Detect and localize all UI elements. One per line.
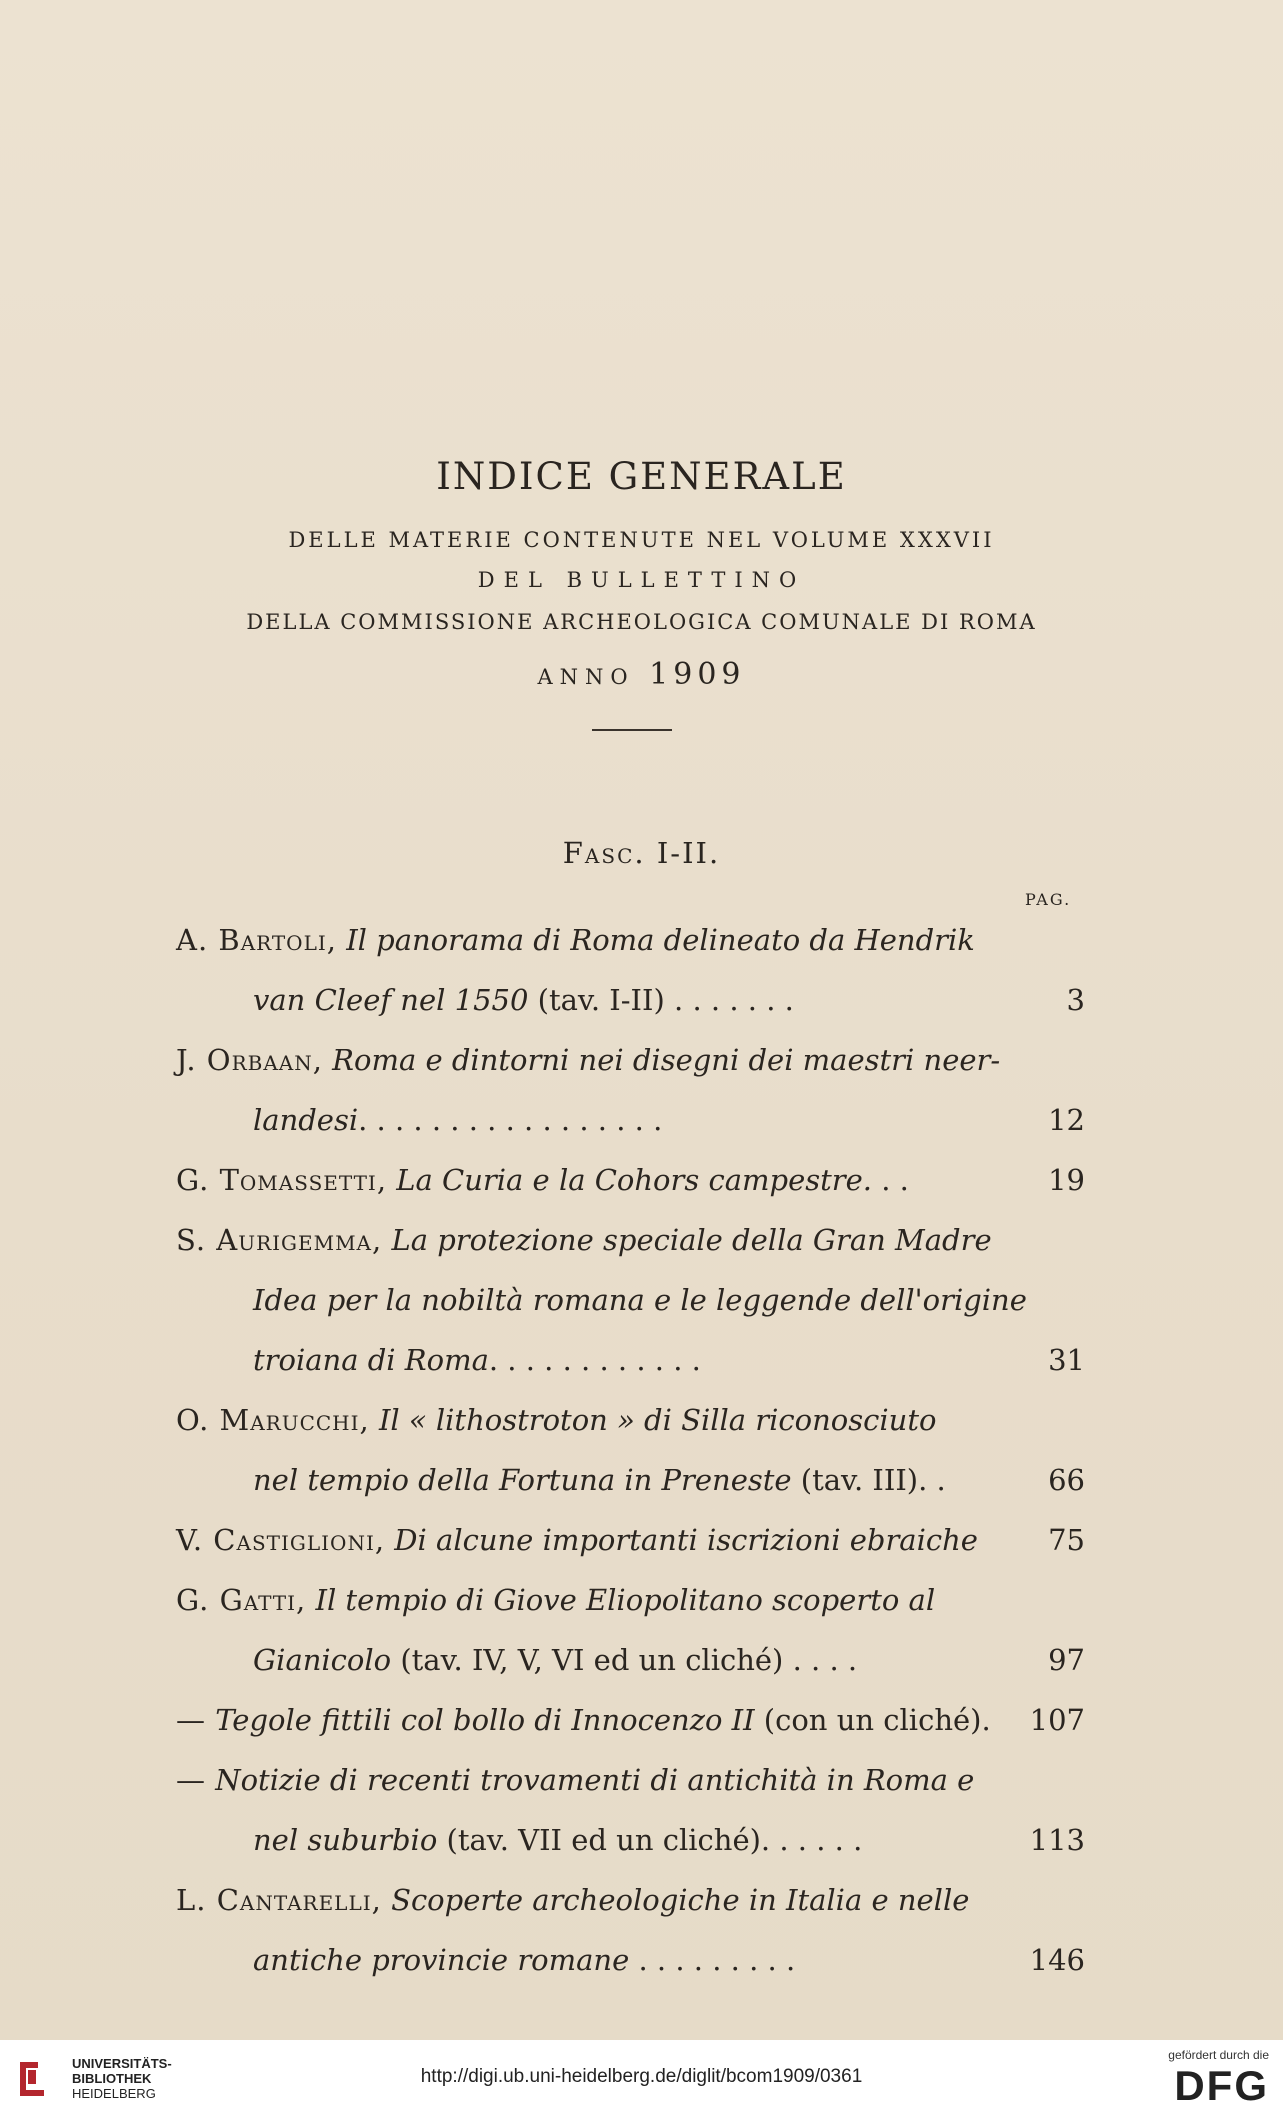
toc-page-number: 19 bbox=[1048, 1163, 1085, 1197]
toc-title: Il panorama di Roma delineato da Hendrik bbox=[346, 923, 975, 957]
toc-line bbox=[176, 1330, 1085, 1390]
toc-detail: (con un cliché). bbox=[754, 1703, 991, 1737]
toc-line bbox=[176, 1390, 1085, 1450]
library-name-line-2: BIBLIOTHEK bbox=[72, 2071, 152, 2086]
anno-label: ANNO bbox=[537, 665, 635, 689]
toc-line-text bbox=[253, 1330, 701, 1390]
toc-line-text bbox=[253, 970, 794, 1030]
source-url-link[interactable]: http://digi.ub.uni-heidelberg.de/diglit/bcom1909/0361 bbox=[420, 2066, 863, 2087]
toc-page-number: 107 bbox=[1029, 1703, 1085, 1737]
toc-line bbox=[176, 1210, 1085, 1270]
toc-line-text bbox=[176, 1870, 969, 1930]
toc-line-text bbox=[176, 1030, 1000, 1090]
toc-title: nel suburbio bbox=[253, 1823, 438, 1857]
footer-bar bbox=[0, 2040, 1283, 2112]
toc-line bbox=[176, 1030, 1085, 1090]
library-name-line-1: UNIVERSITÄTS- bbox=[72, 2056, 172, 2071]
toc-title: Il « lithostroton » di Silla riconosciuto bbox=[378, 1403, 937, 1437]
toc-author: V. Castiglioni, bbox=[176, 1523, 386, 1557]
toc-title: van Cleef nel 1550 bbox=[253, 983, 529, 1017]
toc-page-number: 12 bbox=[1048, 1103, 1085, 1137]
page-column-label: PAG. bbox=[1025, 890, 1072, 909]
toc-line-text bbox=[253, 1090, 662, 1150]
toc-detail: (tav. IV, V, VI ed un cliché) . . . . bbox=[391, 1643, 858, 1677]
toc-title: Di alcune importanti iscrizioni ebraiche bbox=[394, 1523, 978, 1557]
toc-title: Notizie di recenti trovamenti di antichità in Roma e bbox=[215, 1763, 975, 1797]
year-line bbox=[0, 657, 1283, 692]
subtitle-line-2: DEL BULLETTINO bbox=[477, 568, 806, 592]
toc-detail: . . . . . . . . . bbox=[629, 1943, 796, 1977]
toc-author: — bbox=[176, 1763, 206, 1797]
subtitle-line-3: DELLA COMMISSIONE ARCHEOLOGICA COMUNALE DI ROMA bbox=[246, 610, 1037, 634]
toc-author: A. Bartoli, bbox=[176, 923, 337, 957]
toc-line bbox=[176, 1630, 1085, 1690]
toc-author: S. Aurigemma, bbox=[176, 1223, 383, 1257]
toc-line bbox=[176, 970, 1085, 1030]
toc-line-text bbox=[176, 1150, 909, 1210]
toc-detail: . . bbox=[872, 1163, 909, 1197]
toc-title: La protezione speciale della Gran Madre bbox=[391, 1223, 992, 1257]
toc-line bbox=[176, 1690, 1085, 1750]
toc-author: O. Marucchi, bbox=[176, 1403, 370, 1437]
toc-title: antiche provincie romane bbox=[253, 1943, 630, 1977]
toc-line-text bbox=[253, 1270, 1027, 1330]
toc-author: J. Orbaan, bbox=[176, 1043, 323, 1077]
toc-line bbox=[176, 1510, 1085, 1570]
toc-author: — bbox=[176, 1703, 206, 1737]
toc-author: L. Cantarelli, bbox=[176, 1883, 382, 1917]
toc-page-number: 113 bbox=[1029, 1823, 1085, 1857]
toc-line-text bbox=[176, 1390, 936, 1450]
fasc-number: I-II. bbox=[656, 836, 721, 870]
funding-note: gefördert durch die bbox=[1168, 2048, 1269, 2062]
toc-page-number: 97 bbox=[1048, 1643, 1085, 1677]
toc-page-number: 31 bbox=[1048, 1343, 1085, 1377]
toc-line-text bbox=[253, 1810, 862, 1870]
toc-line bbox=[176, 1750, 1085, 1810]
toc-line-text bbox=[253, 1450, 946, 1510]
toc-line-text bbox=[253, 1930, 795, 1990]
toc-page-number: 146 bbox=[1029, 1943, 1085, 1977]
toc-title: Roma e dintorni nei disegni dei maestri neer- bbox=[332, 1043, 1001, 1077]
index-title: INDICE GENERALE bbox=[436, 455, 847, 498]
library-name-line-3: HEIDELBERG bbox=[72, 2086, 156, 2101]
toc-line bbox=[176, 910, 1085, 970]
toc-line-text bbox=[176, 1690, 991, 1750]
toc-line bbox=[176, 1270, 1085, 1330]
toc-line bbox=[176, 1870, 1085, 1930]
toc-page-number: 75 bbox=[1048, 1523, 1085, 1557]
toc-page-number: 3 bbox=[1066, 983, 1085, 1017]
subtitle-line-1: DELLE MATERIE CONTENUTE NEL VOLUME XXXVII bbox=[288, 528, 995, 552]
toc-title: Il tempio di Giove Eliopolitano scoperto al bbox=[315, 1583, 936, 1617]
toc-line-text bbox=[176, 1210, 992, 1270]
fasc-label: Fasc. bbox=[562, 836, 646, 870]
toc-line bbox=[176, 1150, 1085, 1210]
dfg-logo: DFG bbox=[1174, 2062, 1269, 2109]
toc-detail: (tav. VII ed un cliché). . . . . . bbox=[437, 1823, 863, 1857]
fascicle-heading bbox=[0, 836, 1283, 870]
toc-title: troiana di Roma bbox=[253, 1343, 489, 1377]
toc-title: landesi bbox=[253, 1103, 359, 1137]
toc-line-text bbox=[176, 1570, 935, 1630]
toc-detail: . . . . . . . . . . . . . . . . . bbox=[358, 1103, 663, 1137]
toc-line bbox=[176, 1090, 1085, 1150]
toc-line bbox=[176, 1570, 1085, 1630]
toc-line bbox=[176, 1450, 1085, 1510]
toc-detail: (tav. III). . bbox=[791, 1463, 946, 1497]
toc-title: nel tempio della Fortuna in Preneste bbox=[253, 1463, 792, 1497]
divider-rule bbox=[592, 729, 672, 731]
table-of-contents bbox=[176, 910, 1085, 1990]
toc-title: Scoperte archeologiche in Italia e nelle bbox=[391, 1883, 970, 1917]
toc-line bbox=[176, 1930, 1085, 1990]
toc-line-text bbox=[176, 910, 975, 970]
toc-line-text bbox=[253, 1630, 857, 1690]
toc-title: La Curia e la Cohors campestre. bbox=[396, 1163, 873, 1197]
toc-author: G. Gatti, bbox=[176, 1583, 307, 1617]
toc-detail: . . . . . . . . . . . . bbox=[488, 1343, 701, 1377]
anno-year: 1909 bbox=[649, 657, 746, 692]
toc-line-text bbox=[176, 1750, 974, 1810]
toc-title: Idea per la nobiltà romana e le leggende dell'origine bbox=[253, 1283, 1027, 1317]
toc-title: Tegole fittili col bollo di Innocenzo II bbox=[215, 1703, 755, 1737]
toc-line-text bbox=[176, 1510, 978, 1570]
toc-page-number: 66 bbox=[1048, 1463, 1085, 1497]
toc-author: G. Tomassetti, bbox=[176, 1163, 388, 1197]
toc-line bbox=[176, 1810, 1085, 1870]
toc-detail: (tav. I-II) . . . . . . . bbox=[528, 983, 794, 1017]
toc-title: Gianicolo bbox=[253, 1643, 392, 1677]
